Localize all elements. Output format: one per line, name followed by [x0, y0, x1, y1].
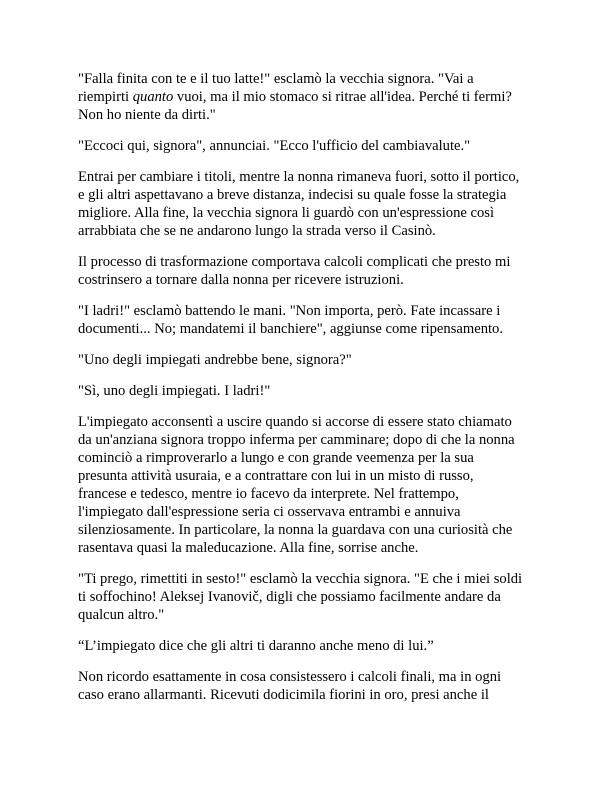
text-line: qualcun altro."	[78, 607, 165, 623]
text-line: Il processo di trasformazione comportava calcoli complicati che presto mi	[78, 254, 511, 270]
paragraph	[78, 382, 538, 400]
text-line: francese e tedesco, mentre io facevo da interprete. Nel frattempo,	[78, 486, 459, 502]
text-line: "Falla finita con te e il tuo latte!" esclamò la vecchia signora. "Vai a	[78, 71, 474, 87]
paragraph	[78, 351, 538, 369]
paragraph	[78, 70, 538, 124]
italic-emphasis: quanto	[132, 89, 174, 105]
text-line: l'impiegato dall'espressione seria ci osservava entrambi e annuiva	[78, 504, 461, 520]
text-line: costrinsero a tornare dalla nonna per ricevere istruzioni.	[78, 272, 404, 288]
text-line: ti soffochino! Aleksej Ivanovič, digli che possiamo facilmente andare da	[78, 589, 501, 605]
text-line: "Uno degli impiegati andrebbe bene, signora?"	[78, 352, 352, 368]
text-line: "Sì, uno degli impiegati. I ladri!"	[78, 383, 271, 399]
text-line: e gli altri aspettavano a breve distanza, indecisi su quale fosse la strategia	[78, 187, 507, 203]
text-line: cominciò a rimproverarlo a lungo e con grande veemenza per la sua	[78, 450, 474, 466]
text-line: "Eccoci qui, signora", annunciai. "Ecco l'ufficio del cambiavalute."	[78, 138, 471, 154]
text-line: Non ho niente da dirti."	[78, 107, 216, 123]
text-line: presunta attività usuraia, e a contrattare con lui in un misto di russo,	[78, 468, 474, 484]
text-line: “L’impiegato dice che gli altri ti daranno anche meno di lui.”	[78, 638, 434, 654]
paragraph	[78, 413, 538, 557]
text-line: caso erano allarmanti. Ricevuti dodicimila fiorini in oro, presi anche il	[78, 687, 489, 703]
text-line: rasentava quasi la maleducazione. Alla fine, sorrise anche.	[78, 540, 419, 556]
document-page	[78, 70, 538, 717]
paragraph	[78, 168, 538, 240]
text-line: "Ti prego, rimettiti in sesto!" esclamò la vecchia signora. "E che i miei soldi	[78, 571, 523, 587]
paragraph	[78, 302, 538, 338]
text-line: Non ricordo esattamente in cosa consistessero i calcoli finali, ma in ogni	[78, 669, 502, 685]
text-line: migliore. Alla fine, la vecchia signora li guardò con un'espressione così	[78, 205, 494, 221]
paragraph	[78, 137, 538, 155]
text-line: L'impiegato acconsentì a uscire quando si accorse di essere stato chiamato	[78, 414, 512, 430]
text-line: silenziosamente. In particolare, la nonna la guardava con una curiosità che	[78, 522, 513, 538]
text-line: da un'anziana signora troppo inferma per camminare; dopo di che la nonna	[78, 432, 515, 448]
paragraph	[78, 668, 538, 704]
text-line: documenti... No; mandatemi il banchiere", aggiunse come ripensamento.	[78, 321, 503, 337]
text-line: Entrai per cambiare i titoli, mentre la nonna rimaneva fuori, sotto il portico,	[78, 169, 520, 185]
text-line: "I ladri!" esclamò battendo le mani. "Non importa, però. Fate incassare i	[78, 303, 501, 319]
paragraph	[78, 570, 538, 624]
text-line: arrabbiata che se ne andarono lungo la strada verso il Casinò.	[78, 223, 436, 239]
text-line: riempirti quanto vuoi, ma il mio stomaco si ritrae all'idea. Perché ti fermi?	[78, 89, 512, 105]
paragraph	[78, 637, 538, 655]
paragraph	[78, 253, 538, 289]
